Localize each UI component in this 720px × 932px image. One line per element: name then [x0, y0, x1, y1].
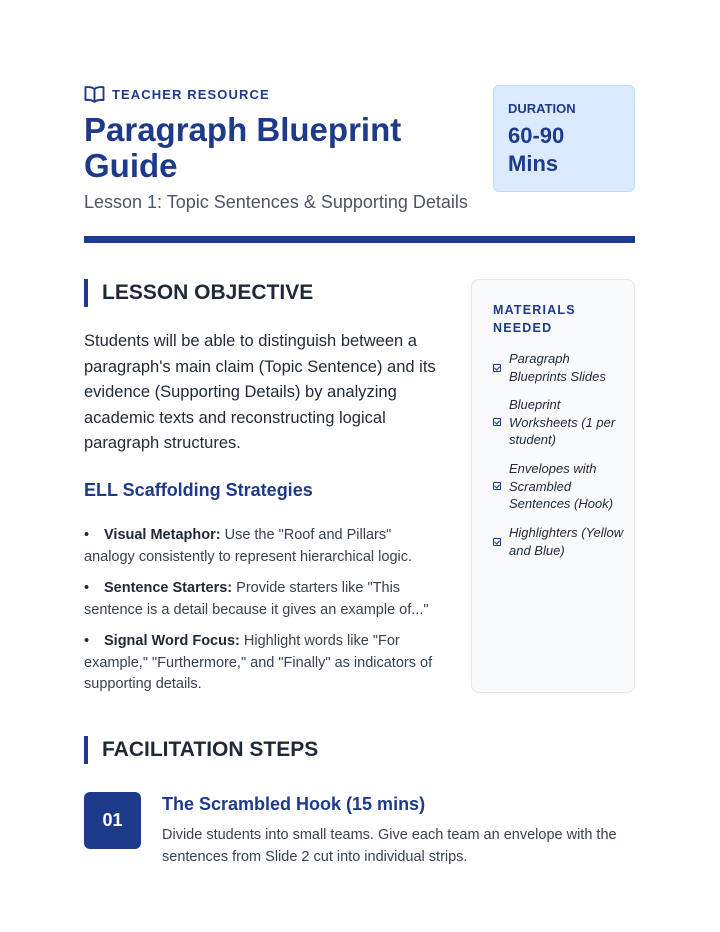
list-item: • Visual Metaphor: Use the "Roof and Pillars" analogy consistently to represent hierarchical logic.	[84, 527, 413, 565]
checkbox-icon	[493, 482, 501, 490]
eyebrow-label: TEACHER RESOURCE	[112, 86, 270, 102]
material-item-text: Paragraph Blueprints Slides	[509, 351, 606, 384]
open-book-icon	[84, 85, 105, 103]
material-item	[493, 396, 625, 449]
material-item-text: Highlighters (Yellow and Blue)	[509, 525, 624, 558]
ell-item-text: Use the "Roof and Pillars" analogy consistently to represent hierarchical logic.	[84, 527, 413, 565]
duration-card	[493, 85, 635, 192]
objective-heading	[84, 279, 313, 307]
step-description: Divide students into small teams. Give each team an envelope with the sentences from Slide 2 cut into individual strips.	[162, 827, 617, 865]
page-subtitle: Lesson 1: Topic Sentences & Supporting Details	[84, 192, 468, 212]
material-item	[493, 524, 625, 559]
list-item: • Sentence Starters: Provide starters like "This sentence is a detail because it gives an example of..."	[84, 580, 429, 618]
checkbox-icon	[493, 538, 501, 546]
ell-item-text: Provide starters like "This sentence is a detail because it gives an example of..."	[84, 580, 429, 618]
step-title: The Scrambled Hook (15 mins)	[162, 794, 426, 814]
list-item: • Signal Word Focus: Highlight words like "For example," "Furthermore," and "Finally" as indicators of supporting details.	[84, 633, 433, 692]
header-divider	[84, 236, 635, 243]
materials-card	[471, 279, 635, 693]
checkbox-icon	[493, 418, 501, 426]
ell-item-label: Signal Word Focus:	[104, 633, 240, 649]
material-item	[493, 460, 625, 513]
materials-heading: MATERIALS NEEDED	[493, 303, 576, 335]
page-title: Paragraph Blueprint Guide	[84, 111, 402, 184]
ell-list	[84, 525, 444, 706]
ell-item-label: Visual Metaphor:	[104, 527, 221, 543]
checkbox-icon	[493, 364, 501, 372]
objective-text: Students will be able to distinguish between a paragraph's main claim (Topic Sentence) and its evidence (Supporting Details) by analyzing academic texts and reconstructing logical paragraph structures.	[84, 332, 436, 453]
duration-value: 60-90 Mins	[508, 123, 565, 176]
duration-label: DURATION	[508, 101, 576, 116]
facilitation-heading	[84, 736, 318, 764]
step-number-badge: 01	[84, 792, 141, 849]
ell-item-text: Highlight words like "For example," "Furthermore," and "Finally" as indicators of supporting details.	[84, 633, 433, 692]
material-item	[493, 350, 625, 385]
ell-heading: ELL Scaffolding Strategies	[84, 480, 313, 500]
material-item-text: Envelopes with Scrambled Sentences (Hook)	[509, 461, 614, 511]
material-item-text: Blueprint Worksheets (1 per student)	[509, 397, 616, 447]
eyebrow	[84, 85, 270, 103]
facilitation-heading-text: FACILITATION STEPS	[102, 738, 319, 761]
ell-item-label: Sentence Starters:	[104, 580, 233, 596]
objective-heading-text: LESSON OBJECTIVE	[102, 281, 314, 304]
